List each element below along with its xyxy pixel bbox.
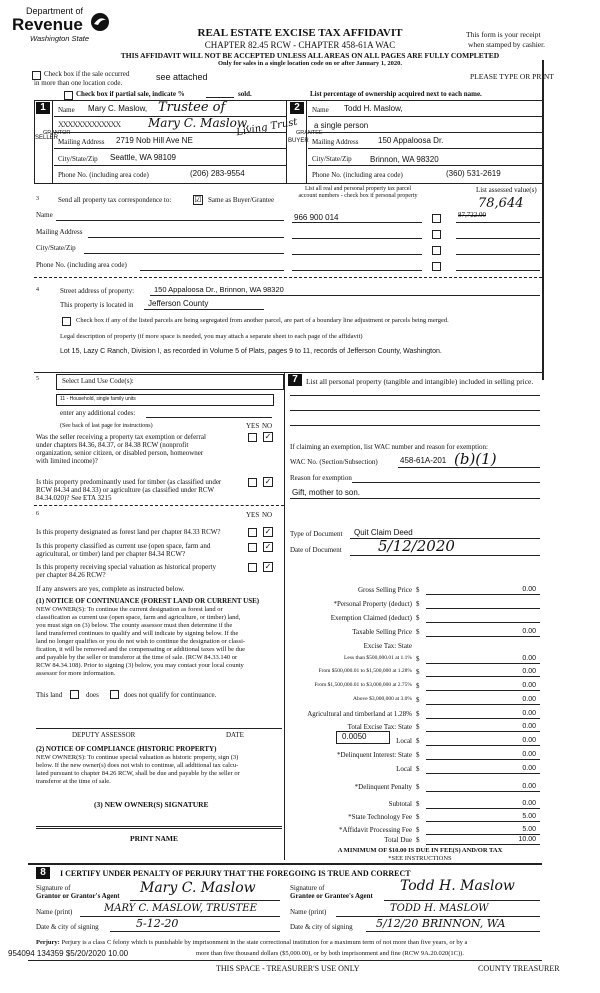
tax-line-value[interactable]: 0.00 xyxy=(522,751,536,758)
seller-trust-handwritten: Living Trust xyxy=(235,116,299,139)
personal-property-checkbox-1[interactable] xyxy=(432,214,441,223)
grantor-date-label: Date & city of signing xyxy=(36,923,99,931)
tax-line-value[interactable]: 0.00 xyxy=(522,668,536,675)
dollar-sign: $ xyxy=(416,668,420,676)
multi-location-label-2: in more than one location code. xyxy=(34,79,123,87)
form-warning: THIS AFFIDAVIT WILL NOT BE ACCEPTED UNLESS ALL AREAS ON ALL PAGES ARE FULLY COMPLETED xyxy=(120,51,500,60)
tax-line-label: *State Technology Fee xyxy=(348,813,412,821)
partial-sold-label: sold. xyxy=(238,90,252,98)
land-use-no-header: NO xyxy=(262,422,273,430)
dept-line-1: Department of xyxy=(26,6,84,16)
seller-phone[interactable]: (206) 283-9554 xyxy=(190,169,245,178)
exemption-no-checkbox[interactable]: ✓ xyxy=(264,432,272,441)
tax-line-label: *Affidavit Processing Fee xyxy=(339,826,412,834)
tax-line-value[interactable]: 0.00 xyxy=(522,765,536,772)
seller-mailing[interactable]: 2719 Nob Hill Ave NE xyxy=(116,136,193,145)
tax-line-value[interactable]: 0.00 xyxy=(522,723,536,730)
property-street[interactable]: 150 Appaloosa Dr., Brinnon, WA 98320 xyxy=(154,285,284,294)
see-attached-note: see attached xyxy=(156,72,208,82)
tax-line-value[interactable]: 0.00 xyxy=(522,783,536,790)
tax-line-value[interactable]: 0.00 xyxy=(522,800,536,807)
see-back-note: (See back of last page for instructions) xyxy=(60,423,153,429)
seller-name-label: Name xyxy=(58,106,75,114)
dollar-sign: $ xyxy=(416,783,420,791)
grantee-side-label: GRANTEE xyxy=(296,130,323,136)
doc-type-label: Type of Document xyxy=(290,530,343,538)
property-county[interactable]: Jefferson County xyxy=(148,299,209,308)
seller-city-label: City/State/Zip xyxy=(58,155,98,163)
does-label: does xyxy=(86,691,99,699)
minimum-note: A MINIMUM OF $10.00 IS DUE IN FEE(S) AND/OR TAX xyxy=(337,847,503,854)
does-qualify-checkbox[interactable] xyxy=(70,690,79,699)
tax-line-value[interactable]: 0.00 xyxy=(522,737,536,744)
if-any-yes: If any answers are yes, complete as instructed below. xyxy=(36,585,185,593)
grantor-signature[interactable]: Mary C. Maslow xyxy=(140,880,256,896)
tax-line-value[interactable]: 0.00 xyxy=(522,696,536,703)
buyer-city[interactable]: Brinnon, WA 98320 xyxy=(370,155,439,164)
buyer-name[interactable]: Todd H. Maslow, xyxy=(344,104,403,113)
seller-name-handwritten: Trustee of xyxy=(158,100,226,115)
buyer-phone[interactable]: (360) 531-2619 xyxy=(446,169,501,178)
dollar-sign: $ xyxy=(416,710,420,718)
corr-mailing-label: Mailing Address xyxy=(36,228,83,236)
tax-line-value[interactable]: 0.00 xyxy=(522,710,536,717)
section-8-badge: 8 xyxy=(36,867,50,879)
form-note: Only for sales in a single location code on or after January 1, 2020. xyxy=(218,60,402,67)
receipt-note-2: when stamped by cashier. xyxy=(468,40,546,49)
historic-no-checkbox[interactable]: ✓ xyxy=(264,562,272,571)
section-4-marker: 4 xyxy=(36,287,39,293)
treasurer-use-label: THIS SPACE - TREASURER'S USE ONLY xyxy=(216,964,360,973)
ownership-label: List percentage of ownership acquired next to each name. xyxy=(310,90,482,98)
tax-line-label: Total Due xyxy=(384,836,412,844)
s6-yes-header: YES xyxy=(246,511,260,519)
new-owner-signature-title: (3) NEW OWNER(S) SIGNATURE xyxy=(94,800,209,809)
tax-line-label: From $500,000.01 to $1,500,000 at 1.28% xyxy=(318,668,412,674)
buyer-name-label: Name xyxy=(312,106,329,114)
buyer-mailing-label: Mailing Address xyxy=(312,138,359,146)
seller-phone-label: Phone No. (including area code) xyxy=(58,171,149,179)
tax-line-label: Local xyxy=(396,765,412,773)
legal-label: Legal description of property (if more space is needed, you may attach a separate sheet to each page of the affidavit) xyxy=(60,333,363,340)
parcel-number[interactable]: 966 900 014 xyxy=(294,213,339,222)
grantee-date[interactable]: 5/12/20 BRINNON, WA xyxy=(376,917,506,930)
timber-question: Is this property predominantly used for timber (as classified under RCW 84.34 and 84.33) or agriculture (as classified under RCW 84.34.020)? See ETA 3215 xyxy=(36,478,222,502)
dollar-sign: $ xyxy=(416,696,420,704)
section-6-marker: 6 xyxy=(36,511,39,517)
does-not-label: does not qualify for continuance. xyxy=(124,691,217,699)
tax-line-label: Exemption Claimed (deduct) xyxy=(330,614,412,622)
additional-codes-label: enter any additional codes: xyxy=(60,409,136,417)
segregated-label: Check box if any of the listed parcels are being segregated from another parcel, are part of a boundary line adjustment or parcels being merged. xyxy=(76,317,449,324)
dollar-sign: $ xyxy=(416,628,420,636)
tax-line-label: Subtotal xyxy=(388,800,412,808)
dollar-sign: $ xyxy=(416,655,420,663)
grantee-print-name[interactable]: TODD H. MASLOW xyxy=(390,903,489,914)
timber-no-checkbox[interactable]: ✓ xyxy=(264,477,272,486)
tax-line-label: Gross Selling Price xyxy=(357,586,412,594)
legal-description[interactable]: Lot 15, Lazy C Ranch, Division I, as recorded in Volume 5 of Plats, pages 9 to 11, records of Jefferson County, Washington. xyxy=(60,348,442,355)
seller-side-label: SELLER xyxy=(35,135,59,141)
seller-name[interactable]: Mary C. Maslow, xyxy=(88,104,148,113)
multi-location-label-1: Check box if the sale occurred xyxy=(44,70,130,78)
wac-number[interactable]: 458-61A-201 xyxy=(400,456,447,465)
grantor-name-label: Name (print) xyxy=(36,908,73,916)
tax-line-label: Above $3,000,000 at 3.0% xyxy=(353,696,412,702)
dor-logo-icon xyxy=(90,12,110,32)
local-rate: 0.0050 xyxy=(342,732,367,741)
form-title: REAL ESTATE EXCISE TAX AFFIDAVIT xyxy=(197,27,403,39)
tax-line-label: Agricultural and timberland at 1.28% xyxy=(307,710,412,718)
personal-property-label: List all personal property (tangible and intangible) included in selling price. xyxy=(306,377,534,386)
tax-line-value[interactable]: 0.00 xyxy=(522,682,536,689)
please-type: PLEASE TYPE OR PRINT xyxy=(470,72,554,81)
land-use-selected: 11 - Household, single family units xyxy=(60,396,136,402)
tax-line-label: Excise Tax: State xyxy=(363,642,412,650)
same-as-buyer-checkbox[interactable]: ☑ xyxy=(194,195,202,204)
notice-2-title: (2) NOTICE OF COMPLIANCE (HISTORIC PROPERTY) xyxy=(36,745,217,753)
buyer-mailing[interactable]: 150 Appaloosa Dr. xyxy=(378,136,444,145)
grantor-date[interactable]: 5-12-20 xyxy=(136,917,179,930)
dollar-sign: $ xyxy=(416,614,420,622)
dollar-sign: $ xyxy=(416,737,420,745)
form-subtitle: CHAPTER 82.45 RCW - CHAPTER 458-61A WAC xyxy=(204,40,396,50)
print-name-label: PRINT NAME xyxy=(130,834,178,843)
assessed-header: List assessed value(s) xyxy=(476,186,537,194)
section-2-badge: 2 xyxy=(290,102,304,114)
tax-line-label: *Delinquent Penalty xyxy=(354,783,412,791)
grantor-print-name[interactable]: MARY C. MASLOW, TRUSTEE xyxy=(104,903,257,914)
deputy-assessor-label: DEPUTY ASSESSOR xyxy=(72,731,136,739)
same-as-buyer-label: Same as Buyer/Grantee xyxy=(208,196,275,204)
tax-line-label: From $1,500,000.01 to $3,000,000 at 2.75% xyxy=(314,682,412,688)
current-use-no-checkbox[interactable]: ✓ xyxy=(264,542,272,551)
partial-sale-label: Check box if partial sale, indicate % xyxy=(76,90,185,98)
tax-line-label: Total Excise Tax: State xyxy=(347,723,412,731)
seller-line2-struck: XXXXXXXXXXXXX xyxy=(58,120,121,129)
this-land-label: This land xyxy=(36,691,63,699)
perjury-line-2: more than five thousand dollars ($5,000.00), or by both imprisonment and fine (RCW 9A.20.020(1C)). xyxy=(196,950,464,957)
doc-date[interactable]: 5/12/2020 xyxy=(378,537,455,555)
county-label: This property is located in xyxy=(60,301,134,309)
deputy-date-label: DATE xyxy=(226,731,244,739)
dollar-sign: $ xyxy=(416,600,420,608)
section-3-marker: 3 xyxy=(36,196,39,202)
assessed-value-struck: 87,722.00 xyxy=(458,211,486,219)
grantor-sig-label-2: Grantor or Grantor's Agent xyxy=(36,892,120,900)
forest-question: Is this property designated as forest land per chapter 84.33 RCW? xyxy=(36,528,221,536)
tax-line-value[interactable]: 0.00 xyxy=(522,655,536,662)
perjury-label: Perjury: xyxy=(36,939,60,946)
corr-name-label: Name xyxy=(36,211,53,219)
timber-yes-checkbox[interactable] xyxy=(248,478,257,487)
current-use-question: Is this property classified as current use (open space, farm and agricultural, or timber) land per chapter 84.34 RCW? xyxy=(36,542,211,558)
wac-handwritten: (b)(1) xyxy=(454,450,497,468)
perjury-text-1: Perjury is a class C felony which is punishable by imprisonment in the state correctional institution for a maximum term of not more than five years, or by a xyxy=(61,939,468,946)
historic-question: Is this property receiving special valuation as historical property per chapter 84.26 RCW? xyxy=(36,563,217,579)
exemption-yes-checkbox[interactable] xyxy=(248,433,257,442)
grantor-side-label: GRANTOR xyxy=(43,130,71,136)
notice-1-title: (1) NOTICE OF CONTINUANCE (FOREST LAND OR CURRENT USE) xyxy=(36,597,260,605)
wac-label: WAC No. (Section/Subsection) xyxy=(290,458,378,466)
does-not-qualify-checkbox[interactable] xyxy=(110,690,119,699)
dollar-sign: $ xyxy=(416,723,420,731)
forest-yes-checkbox[interactable] xyxy=(248,528,257,537)
personal-property-checkbox-3[interactable] xyxy=(432,246,441,255)
parcels-header-1: List all real and personal property tax parcel xyxy=(304,186,412,192)
exemption-reason[interactable]: Gift, mother to son. xyxy=(292,488,361,497)
county-treasurer-label: COUNTY TREASURER xyxy=(478,964,560,973)
tax-line-label: *Delinquent Interest: State xyxy=(336,751,412,759)
section-5-marker: 5 xyxy=(36,376,39,382)
seller-mailing-label: Mailing Address xyxy=(58,138,105,146)
s6-no-header: NO xyxy=(262,511,273,519)
exemption-claim-label: If claiming an exemption, list WAC number and reason for exemption: xyxy=(290,443,488,451)
receipt-stamp: 954094 134359 $5/20/2020 10.00 xyxy=(8,949,129,958)
dollar-sign: $ xyxy=(416,826,420,834)
tax-line-label: Local xyxy=(396,737,412,745)
notice-1-body: NEW OWNER(S): To continue the current designation as forest land or classification as current use (open space, farm and agriculture, or timber) land, you must sign on (3) below. The county assessor must then determine if the land transferred continues to qualify and will indicate by signing below. If the land no longer qualifies or you do not wish to continue the designation or classi- fication, it will be removed and the compensating or additional taxes will be due and payable by the seller or transferor at the time of sale. (RCW 84.33.140 or RCW 84.34.108). Prior to signing (3) below, you may contact your local county assessor for more information. xyxy=(36,606,246,677)
segregated-checkbox[interactable] xyxy=(62,317,71,326)
corr-phone-label: Phone No. (including area code) xyxy=(36,261,127,269)
buyer-phone-label: Phone No. (including area code) xyxy=(312,171,403,179)
personal-property-checkbox-2[interactable] xyxy=(432,230,441,239)
exemption-question: Was the seller receiving a property tax exemption or deferral under chapters 84.36, 84.37, or 84.38 RCW (nonprofit organization, senior citizen, or disabled person, homeowner with limited income)? xyxy=(36,433,206,465)
assessed-value-handwritten: 78,644 xyxy=(478,196,524,211)
personal-property-checkbox-4[interactable] xyxy=(432,262,441,271)
tax-line-label: Taxable Selling Price xyxy=(352,628,412,636)
receipt-note-1: This form is your receipt xyxy=(466,30,541,39)
doc-date-label: Date of Document xyxy=(290,546,342,554)
tax-line-value[interactable]: 0.00 xyxy=(522,628,536,635)
perjury-line-1 xyxy=(36,939,467,946)
tax-line-value[interactable]: 0.00 xyxy=(522,586,536,593)
dollar-sign: $ xyxy=(416,765,420,773)
parcels-header-2: account numbers - check box if personal property xyxy=(298,193,418,199)
grantee-sig-label-1: Signature of xyxy=(290,884,325,892)
street-label: Street address of property: xyxy=(60,287,135,295)
dept-logo-text: Revenue xyxy=(12,15,83,34)
partial-sale-checkbox[interactable] xyxy=(64,91,73,100)
buyer-name-line2[interactable]: a single person xyxy=(314,121,369,130)
land-use-label: Select Land Use Code(s): xyxy=(62,377,134,385)
tax-line-value[interactable]: 5.00 xyxy=(522,813,536,820)
buyer-city-label: City/State/Zip xyxy=(312,155,352,163)
seller-city[interactable]: Seattle, WA 98109 xyxy=(110,153,176,162)
dept-line-3: Washington State xyxy=(30,34,90,43)
see-instructions: *SEE INSTRUCTIONS xyxy=(388,855,452,862)
grantor-sig-label-1: Signature of xyxy=(36,884,71,892)
tax-line-label: *Personal Property (deduct) xyxy=(333,600,412,608)
historic-yes-checkbox[interactable] xyxy=(248,563,257,572)
section-1-badge: 1 xyxy=(36,102,50,114)
dollar-sign: $ xyxy=(416,836,420,844)
dollar-sign: $ xyxy=(416,586,420,594)
dollar-sign: $ xyxy=(416,682,420,690)
grantee-sig-label-2: Grantee or Grantee's Agent xyxy=(290,892,373,900)
forest-no-checkbox[interactable]: ✓ xyxy=(264,527,272,536)
tax-line-value[interactable]: 10.00 xyxy=(518,836,536,843)
grantee-name-label: Name (print) xyxy=(290,908,327,916)
dollar-sign: $ xyxy=(416,813,420,821)
tax-line-label: Less than $500,000.01 at 1.1% xyxy=(344,655,412,661)
doc-type[interactable]: Quit Claim Deed xyxy=(354,528,413,537)
dollar-sign: $ xyxy=(416,800,420,808)
corr-city-label: City/State/Zip xyxy=(36,244,76,252)
reason-label: Reason for exemption xyxy=(290,474,352,482)
tax-line-value[interactable]: 5.00 xyxy=(522,826,536,833)
section-7-badge: 7 xyxy=(288,374,302,386)
correspondence-label: Send all property tax correspondence to: xyxy=(58,196,172,204)
grantee-date-label: Date & city of signing xyxy=(290,923,353,931)
seller-line2-handwritten: Mary C. Maslow, xyxy=(148,116,250,130)
current-use-yes-checkbox[interactable] xyxy=(248,543,257,552)
buyer-side-label: BUYER xyxy=(288,138,309,144)
certify-title: I CERTIFY UNDER PENALTY OF PERJURY THAT THE FOREGOING IS TRUE AND CORRECT xyxy=(60,869,411,878)
dollar-sign: $ xyxy=(416,751,420,759)
notice-2-body: NEW OWNER(S): To continue special valuation as historic property, sign (3) below. If the new owner(s) does not wish to continue, all additional tax calcu- lated pursuant to chapter 84.26 RCW, shall be due and payable by the seller or transferor at the time of sale. xyxy=(36,754,240,785)
grantee-signature[interactable]: Todd H. Maslow xyxy=(400,878,515,894)
land-use-yes-header: YES xyxy=(246,422,260,430)
